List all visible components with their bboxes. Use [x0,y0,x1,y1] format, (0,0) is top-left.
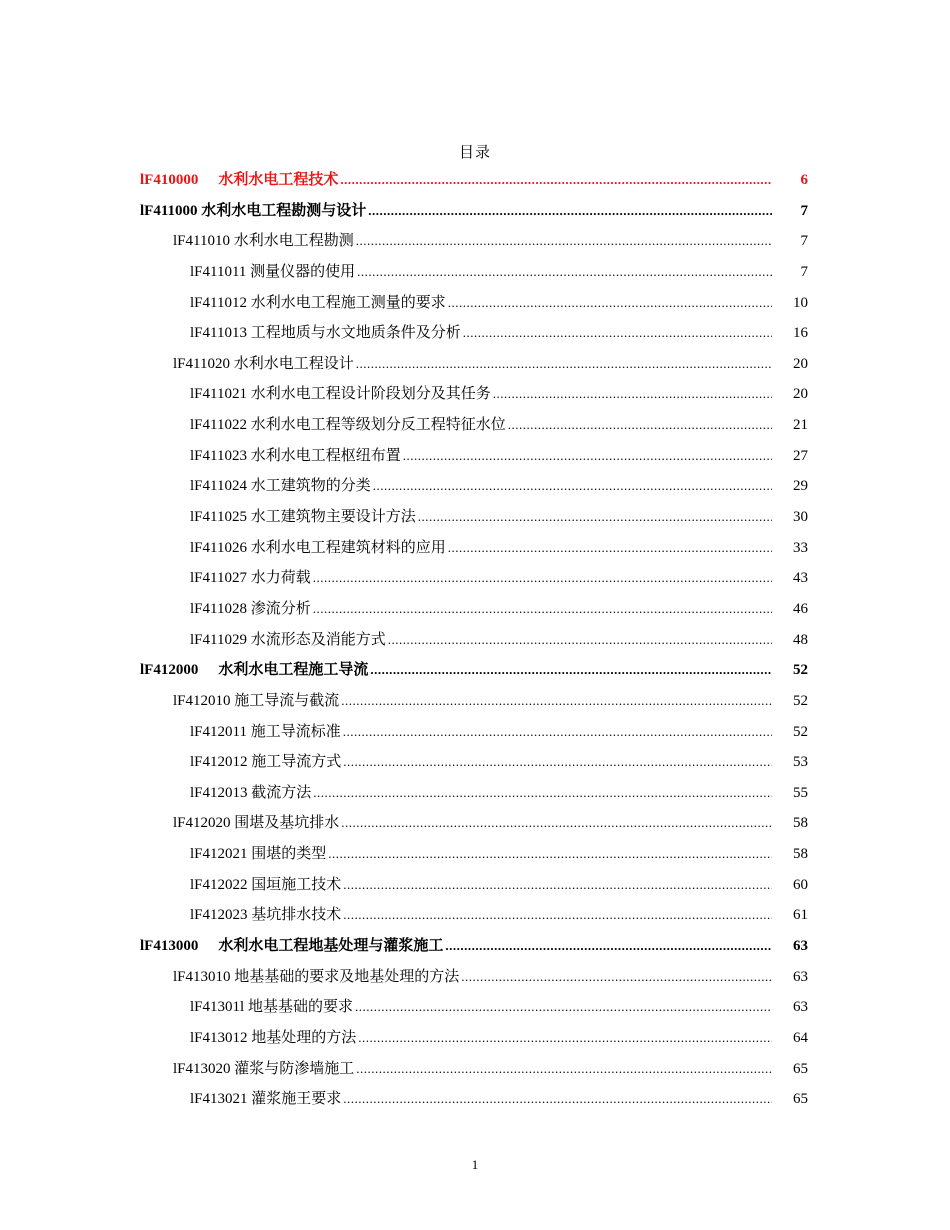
toc-dot-leader [445,931,772,962]
toc-entry-code: lF412023 [190,907,248,924]
toc-entry-page: 52 [793,662,808,679]
toc-entry[interactable] [140,502,808,533]
toc-entry-title: 水工建筑物的分类 [250,478,371,495]
toc-entry[interactable] [140,778,808,809]
toc-entry-code: lF411026 [190,539,247,556]
toc-entry-title: 基坑排水技术 [251,907,342,924]
toc-dot-leader [313,594,772,625]
toc-entry-code: lF413012 [190,1029,248,1046]
toc-entry-page: 6 [800,172,808,188]
toc-entry-page: 20 [793,355,808,372]
toc-entry-heading [190,410,506,441]
toc-entry[interactable] [140,1084,808,1115]
toc-entry-title: 国垣施工技术 [251,876,342,893]
page-number: 1 [471,1157,479,1172]
toc-entry-heading [190,379,491,410]
toc-entry-code: lF412000 [140,662,199,679]
toc-entry-code: lF411021 [190,386,247,403]
toc-entry-page: 20 [793,386,808,403]
toc-entry[interactable] [140,1054,808,1085]
toc-entry-heading [190,441,401,472]
toc-entry-heading [173,1054,354,1085]
toc-entry[interactable] [140,226,808,257]
toc-entry-title: 围堪及基坑排水 [234,815,340,832]
toc-entry-code: lF411022 [190,417,247,434]
toc-entry-code: lF411011 [190,263,247,280]
toc-entry[interactable] [140,410,808,441]
toc-entry-code: lF412020 [173,815,231,832]
toc-entry-code: lF411029 [190,631,247,648]
toc-dot-leader [356,1054,772,1085]
toc-entry-title: 测量仪器的使用 [250,263,356,280]
toc-dot-leader [343,870,772,901]
toc-entry-code: lF410000 [140,172,199,188]
toc-dot-leader [388,625,772,656]
toc-entry-page: 63 [793,968,808,985]
toc-entry-heading [190,870,341,901]
toc-entry-page: 46 [793,600,808,617]
toc-entry-page: 55 [793,784,808,801]
toc-entry-heading [140,655,368,686]
toc-entry-title: 水利水电工程施工导流 [218,662,369,679]
toc-entry[interactable] [140,594,808,625]
toc-dot-leader [461,962,772,993]
toc-entry-title: 水流形态及消能方式 [250,631,386,648]
toc-entry-code: lF411012 [190,294,247,311]
toc-entry-code: lF413021 [190,1091,248,1108]
toc-dot-leader [341,808,772,839]
toc-dot-leader [508,410,772,441]
toc-dot-leader [356,349,772,380]
toc-entry-title: 水利水电工程技术 [218,172,339,188]
toc-entry-title: 围堪的类型 [251,846,327,863]
toc-entry-heading [190,502,416,533]
toc-entry-page: 65 [793,1091,808,1108]
toc-entry-page: 7 [800,263,808,280]
toc-entry[interactable] [140,288,808,319]
toc-dot-leader [313,778,772,809]
toc-entry-heading [190,318,461,349]
toc-entry-code: lF411010 [173,233,230,250]
toc-entry[interactable] [140,318,808,349]
toc-entry-title: 水利水电工程勘测 [233,233,354,250]
toc-dot-leader [418,502,772,533]
toc-dot-leader [403,441,772,472]
toc-entry-page: 60 [793,876,808,893]
toc-entry-heading [190,1084,341,1115]
toc-entry-title: 工程地质与水文地质条件及分析 [250,325,461,342]
toc-dot-leader [357,257,772,288]
toc-entry-page: 7 [800,202,808,219]
toc-entry-page: 63 [793,999,808,1016]
toc-entry-heading [140,165,338,196]
toc-entry[interactable] [140,196,808,227]
toc-entry-title: 地基处理的方法 [251,1029,357,1046]
toc-dot-leader [328,839,772,870]
toc-entry-code: lF412010 [173,692,231,709]
toc-entry-heading [140,931,443,962]
toc-entry-page: 65 [793,1060,808,1077]
toc-entry-title: 水利水电工程设计 [233,355,354,372]
toc-dot-leader [343,717,772,748]
toc-entry[interactable] [140,257,808,288]
toc-entry-title: 地基基础的要求 [247,999,353,1016]
toc-entry[interactable] [140,349,808,380]
toc-entry[interactable] [140,655,808,686]
toc-entry-page: 48 [793,631,808,648]
toc-entry-page: 21 [793,417,808,434]
toc-entry-heading [190,900,341,931]
toc-entry-code: lF411027 [190,570,247,587]
toc-entry[interactable] [140,808,808,839]
toc-entry[interactable] [140,165,808,196]
toc-list [140,165,808,1115]
toc-dot-leader [448,288,772,319]
toc-entry-page: 29 [793,478,808,495]
toc-entry[interactable] [140,1023,808,1054]
toc-entry[interactable] [140,931,808,962]
toc-dot-leader [373,471,772,502]
toc-entry-page: 58 [793,815,808,832]
toc-entry-code: lF412012 [190,754,248,771]
toc-entry-code: lF411020 [173,355,230,372]
toc-entry-title: 水利水电工程施工测量的要求 [250,294,446,311]
toc-dot-leader [343,747,772,778]
toc-entry[interactable] [140,625,808,656]
toc-entry-heading [190,288,446,319]
toc-entry[interactable] [140,839,808,870]
toc-entry[interactable] [140,533,808,564]
toc-entry-code: lF411013 [190,325,247,342]
toc-entry[interactable] [140,747,808,778]
toc-entry-title: 水利水电工程地基处理与灌浆施工 [218,938,444,955]
toc-entry-heading [140,196,366,227]
toc-entry[interactable] [140,686,808,717]
toc-entry-page: 33 [793,539,808,556]
toc-entry-title: 施工导流与截流 [234,692,340,709]
toc-entry-heading [190,471,371,502]
toc-entry-code: lF412021 [190,846,248,863]
toc-entry-heading [190,257,355,288]
toc-entry[interactable] [140,992,808,1023]
toc-entry-heading [173,686,339,717]
toc-entry-heading [190,839,326,870]
toc-entry-heading [173,808,339,839]
toc-entry-page: 10 [793,294,808,311]
toc-entry-page: 58 [793,846,808,863]
toc-entry-title: 水利水电工程枢纽布置 [250,447,401,464]
toc-entry[interactable] [140,962,808,993]
toc-dot-leader [355,992,772,1023]
toc-entry-heading [190,747,341,778]
toc-entry[interactable] [140,870,808,901]
toc-entry-code: lF411024 [190,478,247,495]
toc-entry-page: 52 [793,723,808,740]
toc-dot-leader [358,1023,772,1054]
toc-entry-title: 水利水电工程等级划分反工程特征水位 [250,417,506,434]
toc-entry-page: 16 [793,325,808,342]
toc-entry-heading [190,778,311,809]
toc-entry-heading [190,594,311,625]
toc-entry-code: lF411025 [190,509,247,526]
toc-entry-heading [190,533,446,564]
toc-entry-page: 30 [793,509,808,526]
toc-entry-page: 64 [793,1029,808,1046]
toc-entry[interactable] [140,717,808,748]
toc-entry-heading [190,717,341,748]
toc-entry-heading [190,992,353,1023]
toc-entry[interactable] [140,379,808,410]
toc-dot-leader [340,165,772,196]
toc-entry-title: 水力荷载 [250,570,311,587]
toc-dot-leader [463,318,772,349]
toc-entry[interactable] [140,441,808,472]
toc-dot-leader [343,900,772,931]
toc-entry-code: lF413000 [140,938,199,955]
toc-entry-title: 地基基础的要求及地基处理的方法 [234,968,460,985]
toc-entry-heading [190,625,386,656]
toc-entry-title: 灌浆与防渗墙施工 [234,1060,355,1077]
toc-entry-page: 7 [800,233,808,250]
toc-entry-heading [173,349,354,380]
toc-entry-title: 水利水电工程设计阶段划分及其任务 [250,386,491,403]
toc-dot-leader [313,563,772,594]
toc-entry[interactable] [140,900,808,931]
toc-entry-page: 63 [793,938,808,955]
toc-entry-title: 水利水电工程建筑材料的应用 [250,539,446,556]
toc-dot-leader [368,196,772,227]
toc-entry-title: 施工导流标准 [250,723,341,740]
toc-entry-heading [190,563,311,594]
toc-entry-code: lF411028 [190,600,247,617]
toc-entry-code: lF41301l [190,999,245,1016]
toc-entry-page: 61 [793,907,808,924]
toc-entry-code: lF411023 [190,447,247,464]
toc-entry-page: 53 [793,754,808,771]
toc-dot-leader [493,379,772,410]
toc-entry-title: 灌浆施王要求 [251,1091,342,1108]
toc-entry-code: lF413020 [173,1060,231,1077]
toc-entry[interactable] [140,563,808,594]
toc-entry-code: lF412013 [190,784,248,801]
toc-entry-code: lF412011 [190,723,247,740]
toc-dot-leader [370,655,772,686]
toc-entry-title: 水利水电工程勘测与设计 [201,202,367,219]
toc-entry[interactable] [140,471,808,502]
toc-entry-page: 43 [793,570,808,587]
toc-dot-leader [341,686,772,717]
toc-entry-heading [190,1023,356,1054]
toc-entry-heading [173,226,354,257]
toc-entry-title: 施工导流方式 [251,754,342,771]
toc-dot-leader [448,533,772,564]
toc-entry-code: lF412022 [190,876,248,893]
toc-entry-page: 27 [793,447,808,464]
toc-entry-title: 渗流分析 [250,600,311,617]
toc-dot-leader [356,226,772,257]
toc-entry-code: lF411000 [140,202,198,219]
toc-entry-title: 截流方法 [251,784,312,801]
toc-entry-heading [173,962,459,993]
toc-title: 目录 [458,145,491,161]
toc-entry-code: lF413010 [173,968,231,985]
toc-entry-title: 水工建筑物主要设计方法 [250,509,416,526]
toc-entry-page: 52 [793,692,808,709]
toc-dot-leader [343,1084,772,1115]
